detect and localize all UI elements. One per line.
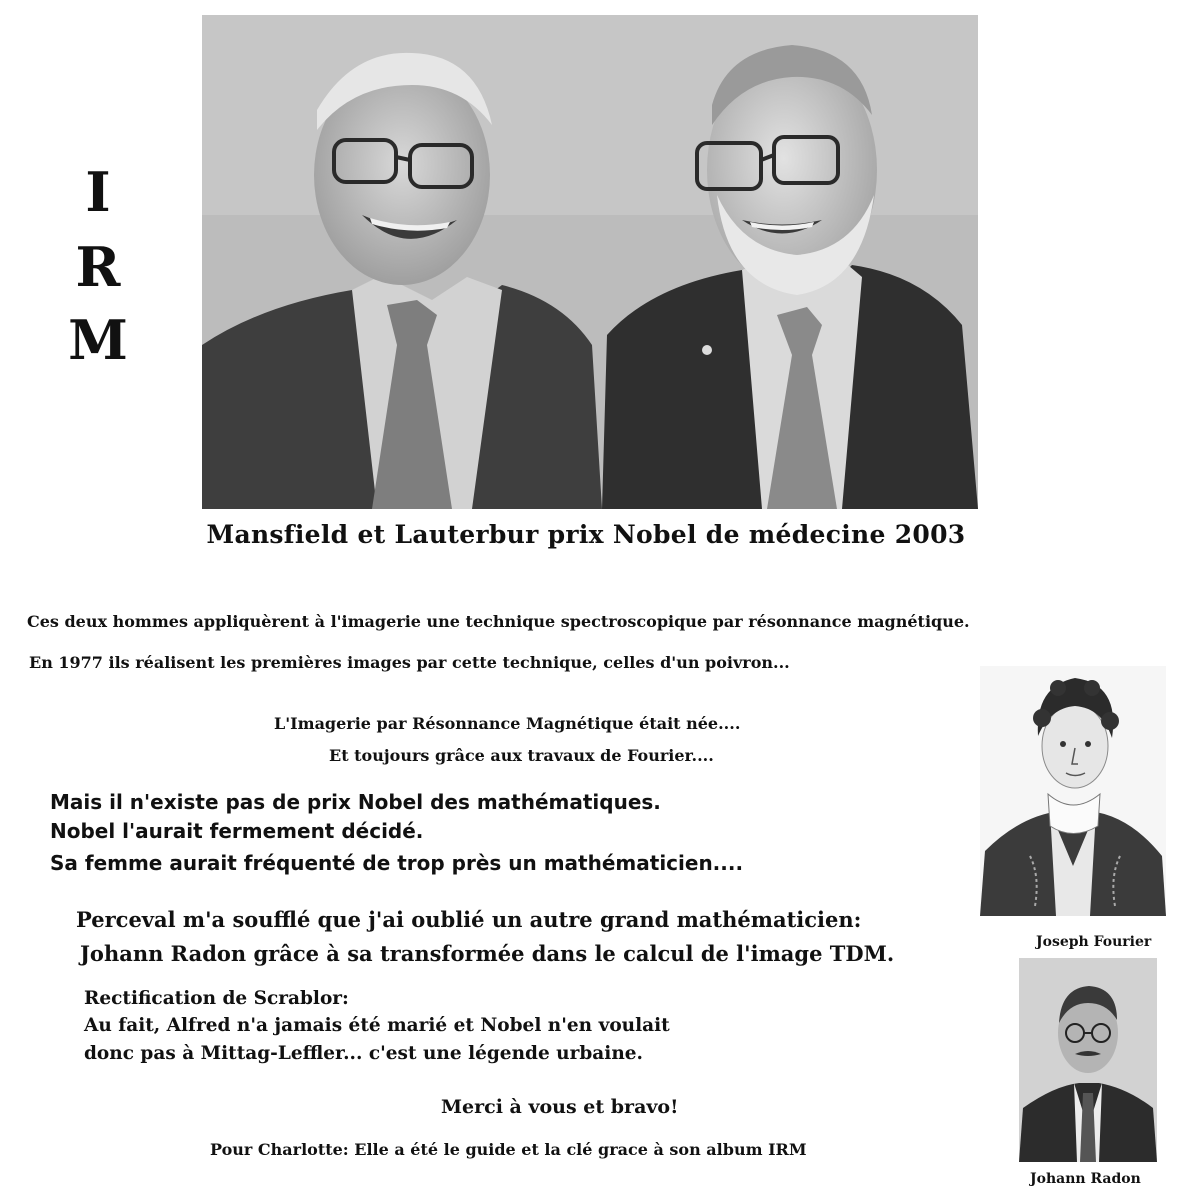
perceval-line-2: Johann Radon grâce à sa transformée dans le calcul de l'image TDM. — [80, 941, 895, 966]
fourier-portrait — [980, 666, 1166, 916]
photo-caption-text: Mansfield et Lauterbur prix Nobel de médecine 2003 — [206, 520, 966, 549]
rectification-line-2: donc pas à Mittag-Leffler... c'est une légende urbaine. — [84, 1043, 643, 1064]
fourier-caption: Joseph Fourier — [1036, 934, 1152, 950]
title-letter-r: R — [75, 235, 121, 299]
rectification-title: Rectification de Scrablor: — [84, 988, 349, 1009]
nobel-laureates-photo — [202, 15, 978, 509]
photo-caption — [0, 520, 1200, 549]
rectification-line-1: Au fait, Alfred n'a jamais été marié et Nobel n'en voulait — [84, 1015, 670, 1036]
nobel-line-1: Mais il n'existe pas de prix Nobel des mathématiques. — [50, 790, 661, 814]
radon-photo — [1019, 958, 1157, 1162]
perceval-line-1: Perceval m'a soufflé que j'ai oublié un autre grand mathématicien: — [76, 907, 862, 932]
fourier-engraving — [980, 666, 1166, 916]
laureates-illustration — [202, 15, 978, 509]
radon-caption: Johann Radon — [1030, 1171, 1141, 1187]
nobel-line-2: Nobel l'aurait fermement décidé. — [50, 819, 424, 843]
title-letter-i: I — [85, 160, 111, 224]
dedication-text: Pour Charlotte: Elle a été le guide et la clé grace à son album IRM — [210, 1140, 807, 1159]
birth-line-1: L'Imagerie par Résonnance Magnétique était née.... — [274, 714, 741, 733]
intro-line-1: Ces deux hommes appliquèrent à l'imagerie une technique spectroscopique par résonnance magnétique. — [27, 612, 970, 631]
intro-line-2: En 1977 ils réalisent les premières images par cette technique, celles d'un poivron... — [29, 653, 790, 672]
title-letter-m: M — [68, 308, 128, 372]
birth-line-2: Et toujours grâce aux travaux de Fourier.... — [329, 746, 714, 765]
thanks-text: Merci à vous et bravo! — [441, 1096, 679, 1118]
nobel-line-3: Sa femme aurait fréquenté de trop près un mathématicien.... — [50, 851, 744, 875]
radon-portrait — [1019, 958, 1157, 1162]
